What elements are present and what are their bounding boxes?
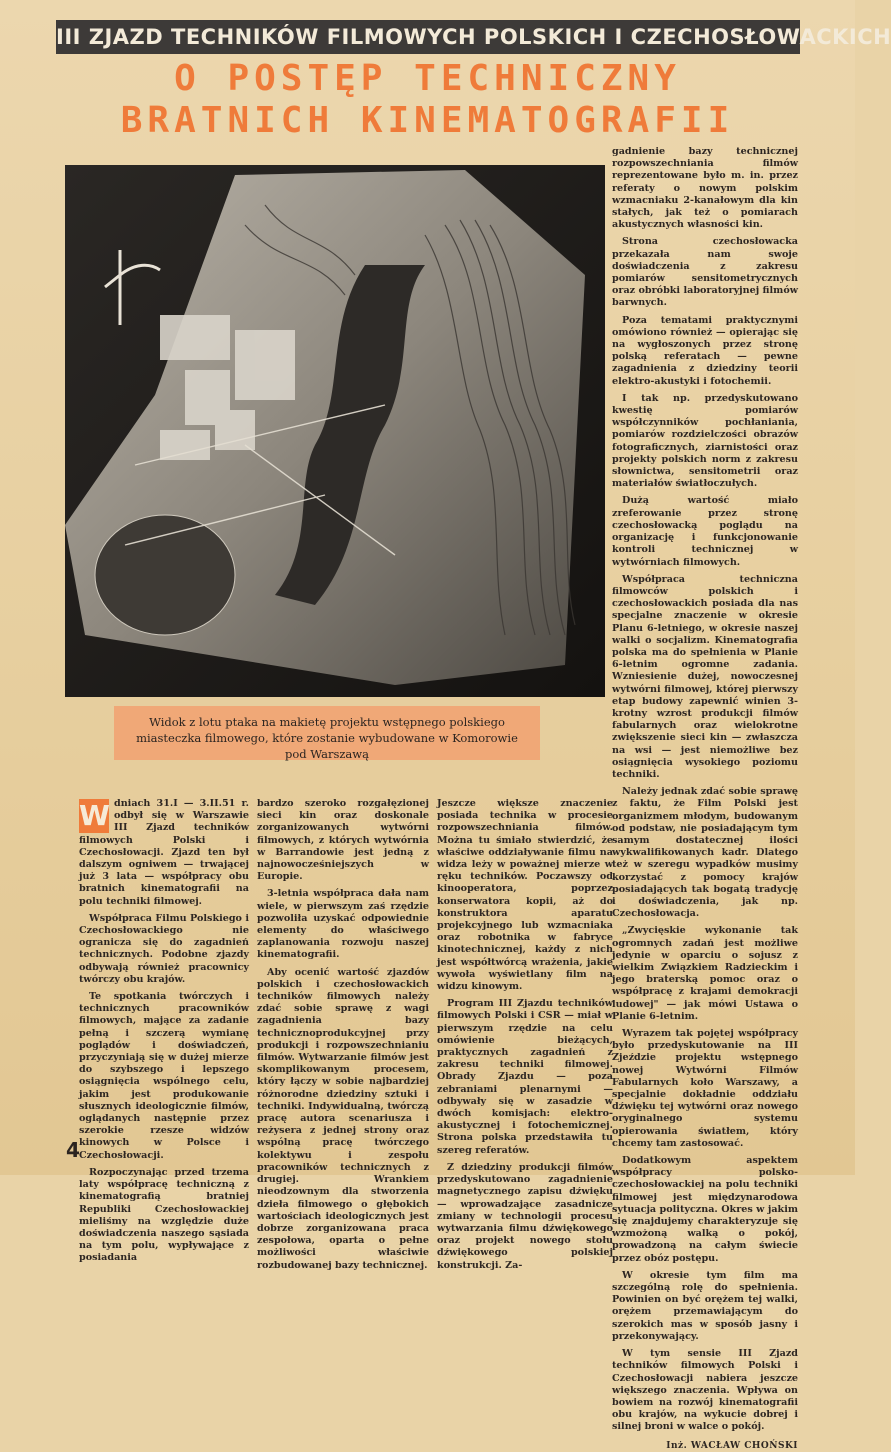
paragraph: Program III Zjazdu techników filmowych Polski i CSR — miał w pierwszym rzędzie na celu omówienie bieżących, praktycznych zagadnień z zakresu techniki filmowej. Obrady Zjazdu — poza zebraniami plenarnymi — odbywały się w zasadzie w dwóch komisjach: elektro-akustycznej i fotochemicznej. Strona polska przedstawiła tu szereg referatów. bbox=[437, 998, 613, 1156]
model-illustration bbox=[65, 165, 605, 697]
paragraph: Te spotkania twórczych i technicznych pracowników filmowych, mające za zadanie pełną i szczerą wymianę poglądów i doświadczeń, przyczyniają się w dużej mierze do szybszego i lepszego osiągnięcia wspólnego celu, jakim jest produkowanie słusznych ideologicznie filmów, oglądanych następnie przez szerokie rzesze widzów kinowych w Polsce i Czechosłowacji. bbox=[79, 991, 249, 1161]
paragraph: Poza tematami praktycznymi omówiono również — opierając się na wygłoszonych przez stronę polską referatach — pewne zagadnienia z dziedziny teorii elektro-akustyki i fotochemii. bbox=[612, 314, 798, 387]
photo-caption: Widok z lotu ptaka na makietę projektu wstępnego polskiego miasteczka filmowego, które zostanie wybudowane w Komorowie pod Warszawą bbox=[114, 706, 540, 760]
paragraph: Współpraca techniczna filmowców polskich i czechosłowackich posiada dla nas specjalne znaczenie w okresie Planu 6-letniego, w okresie naszej walki o socjalizm. Kinematografia polska ma do spełnienia w Planie 6-letnim ogromne zadania. Wzniesienie dużej, nowoczesnej wytwórni filmowej, której pierwszy etap budowy zapewnić winien 3-krotny wzrost produkcji filmów fabularnych oraz wielokrotne zwiększenie sieci kin — zwłaszcza na wsi — jest niemożliwe bez osiągnięcia wysokiego poziomu techniki. bbox=[612, 573, 798, 780]
title-line-2: BRATNICH KINEMATOGRAFII bbox=[120, 100, 735, 141]
kicker-headline: III ZJAZD TECHNIKÓW FILMOWYCH POLSKICH I CZECHOSŁOWACKICH bbox=[56, 20, 800, 54]
article-column-1 bbox=[79, 798, 249, 1264]
paragraph: 3-letnia współpraca dała nam wiele, w pierwszym zaś rzędzie pozwoliła uzyskać odpowiednie elementy do właściwego zaplanowania rozwoju naszej kinematografii. bbox=[257, 888, 429, 961]
paragraph: bardzo szeroko rozgałęzionej sieci kin oraz doskonale zorganizowanych wytwórni filmowych, z których wytwórnia w Barrandowie jest jedną z najnowocześniejszych w Europie. bbox=[257, 798, 429, 883]
drop-cap: W bbox=[79, 799, 110, 832]
article-column-right bbox=[612, 146, 798, 1451]
page-number: 4 bbox=[66, 1138, 80, 1162]
paragraph: Należy jednak zdać sobie sprawę z faktu, że Film Polski jest organizmem młodym, budowanym od podstaw, nie posiadającym tym samym dostatecznej ilości wykwalifikowanych kadr. Dlatego też w szeregu wypadków musimy korzystać z pomocy krajów posiadających tak bogatą tradycję i doświadczenia, jak np. Czechosłowacja. bbox=[612, 786, 798, 920]
article-column-3 bbox=[437, 798, 613, 1271]
paragraph: Aby ocenić wartość zjazdów polskich i czechosłowackich techników filmowych należy zdać sobie sprawę z wagi zagadnienia bazy technicznoprodukcyjnej przy produkcji i rozpowszechnianiu filmów. Wytwarzanie filmów jest skomplikowanym procesem, który łączy w sobie najbardziej różnorodne dziedziny sztuki i techniki. Indywidualną, twórczą pracę autora scenariusza i reżysera z jednej strony oraz wspólną pracę twórczego kolektywu i zespołu pracowników technicznych z drugiej. Wrankiem nieodzownym dla stworzenia dzieła filmowego o głębokich wartościach ideologicznych jest dobrze zorganizowana praca zespołowa, oparta o pełne możliwości właściwie rozbudowanej bazy technicznej. bbox=[257, 966, 429, 1271]
paragraph: Wyrazem tak pojętej współpracy było przedyskutowanie na III Zjeździe projektu wstępnego nowej Wytwórni Filmów Fabularnych koło Warszawy, a specjalnie dokładnie oddziału dźwięku tej wytwórni oraz nowego oryginalnego systemu opierowania światłem, który chcemy tam zastosować. bbox=[612, 1028, 798, 1149]
author-signature: Inż. WACŁAW CHOŃSKI bbox=[666, 1440, 798, 1451]
article-column-2 bbox=[257, 798, 429, 1271]
paragraph: Dodatkowym aspektem współpracy polsko-czechosłowackiej na polu techniki filmowej jest międzynarodowa sytuacja polityczna. Okres w jakim się znajdujemy charakteryzuje się wzmożoną walką o pokój, prowadzoną na całym świecie przez obóz postępu. bbox=[612, 1155, 798, 1264]
paragraph: Współpraca Filmu Polskiego i Czechosłowackiego nie ogranicza się do zagadnień technicznych. Podobne zjazdy odbywają również pracownicy twórczy obu krajów. bbox=[79, 912, 249, 985]
paragraph: gadnienie bazy technicznej rozpowszechniania filmów reprezentowane było m. in. przez referaty o nowym polskim wzmacniaku 2-kanałowym dla kin stałych, jak też o pomiarach akustycznych własności kin. bbox=[612, 146, 798, 231]
paragraph: Jeszcze większe znaczenie posiada technika w procesie rozpowszechniania filmów. Można tu śmiało stwierdzić, że właściwe oddziaływanie filmu na widza leży w poważnej mierze w ręku techników. Poczawszy od kinooperatora, poprzez konserwatora kopii, aż do konstruktora aparatu projekcyjnego lub wzmacniaka oraz robotnika w fabryce kinotechnicznej, każdy z nich jest współtwórcą wrażenia, jakie wywoła wyświetlany film na widzu kinowym. bbox=[437, 798, 613, 993]
paragraph: Strona czechosłowacka przekazała nam swoje doświadczenia z zakresu pomiarów sensitometrycznych oraz obróbki laboratoryjnej filmów barwnych. bbox=[612, 236, 798, 309]
paragraph: Dużą wartość miało zreferowanie przez stronę czechosłowacką poglądu na organizację i funkcjonowanie kontroli technicznej w wytwórniach filmowych. bbox=[612, 495, 798, 568]
oval-field bbox=[95, 515, 235, 635]
paragraph: Z dziedziny produkcji filmów przedyskutowano zagadnienie magnetycznego zapisu dźwięku — wprowadzające zasadnicze zmiany w technologii procesu wytwarzania filmu dźwiękowego oraz projekt nowego stołu dźwiękowego polskiej konstrukcji. Za- bbox=[437, 1161, 613, 1271]
paragraph: I tak np. przedyskutowano kwestię pomiarów współczynników pochłaniania, pomiarów rozdzielczości obrazów fotograficznych, ziarnistości oraz projekty polskich norm z zakresu słownictwa, sensitometrii oraz materiałów światłoczułych. bbox=[612, 392, 798, 490]
paragraph: W tym sensie III Zjazd techników filmowych Polski i Czechosłowacji nabiera jeszcze większego znaczenia. Wpływa on bowiem na rozwój kinematografii obu krajów, na wykucie dobrej i silnej broni w walce o pokój. bbox=[612, 1348, 798, 1433]
paragraph: „Zwycięskie wykonanie tak ogromnych zadań jest możliwe jedynie w oparciu o sojusz z wielkim Związkiem Radzieckim i jego braterską pomoc oraz o współpracę z krajami demokracji ludowej" — jak mówi Ustawa o Planie 6-letnim. bbox=[612, 925, 798, 1022]
paragraph: W okresie tym film ma szczególną rolę do spełnienia. Powinien on być orężem tej walki, orężem przemawiającym do szerokich mas w sposób jasny i przekonywający. bbox=[612, 1269, 798, 1342]
paragraph: Rozpoczynając przed trzema laty współpracę techniczną z kinematografią bratniej Republiki Czechosłowackiej mieliśmy na względzie duże doświadczenia naszego sąsiada na tym polu, wypływające z posiadania bbox=[79, 1166, 249, 1264]
aerial-model-photo bbox=[65, 165, 605, 697]
title-line-1: O POSTĘP TECHNICZNY bbox=[174, 58, 681, 99]
paragraph: dniach 31.I — 3.II.51 r. odbył się w Warszawie III Zjazd techników filmowych Polski i Czechosłowacji. Zjazd ten był dalszym ogniwem — trwającej już 3 lata — współpracy obu bratnich kinematografii na polu techniki filmowej. bbox=[79, 798, 249, 907]
